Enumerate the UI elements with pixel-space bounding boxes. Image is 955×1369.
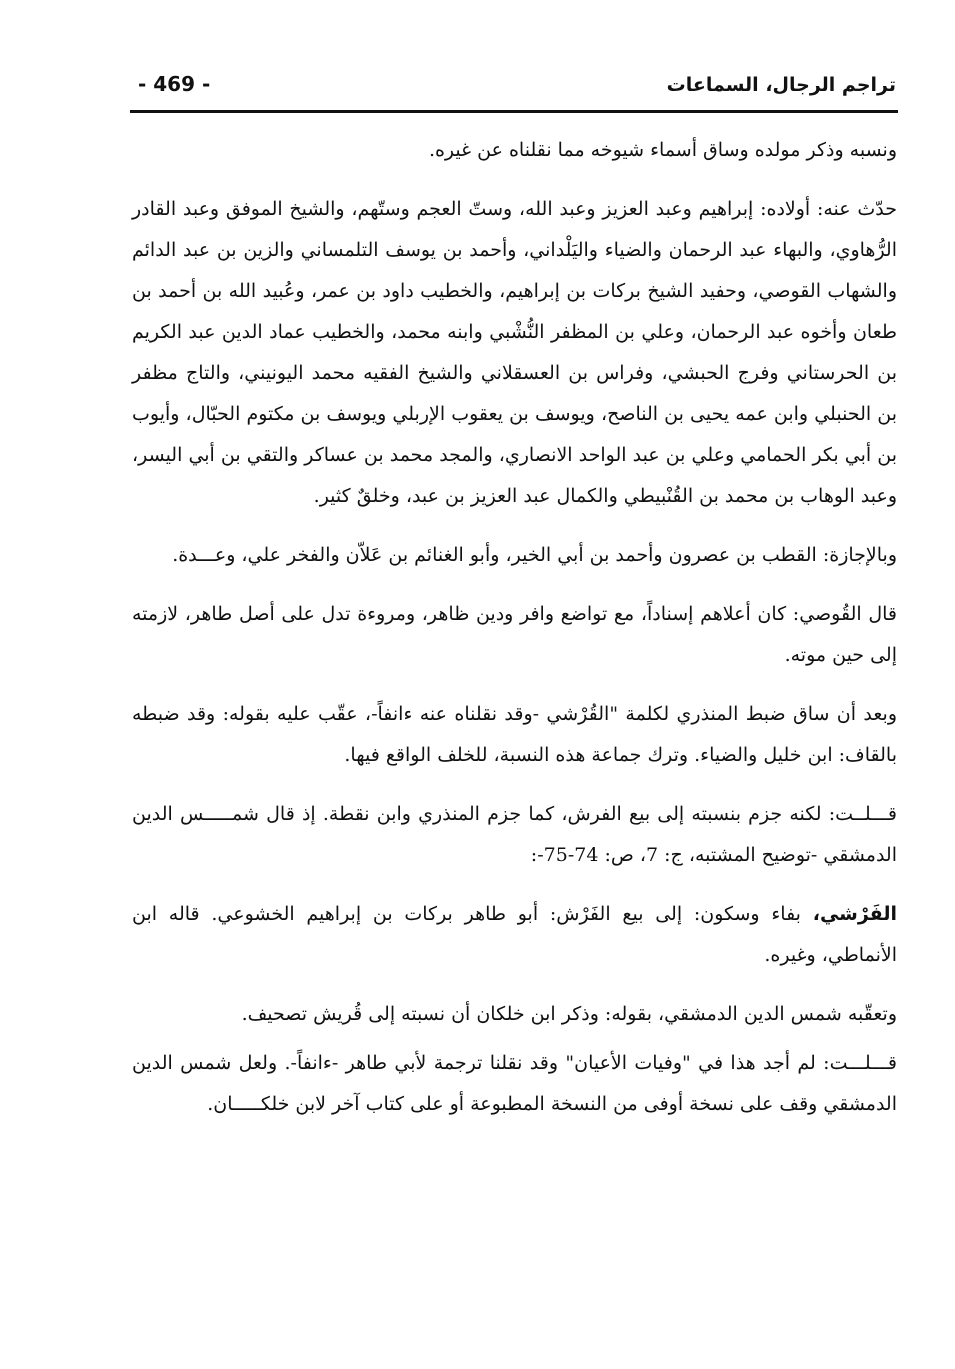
page-header (128, 70, 896, 110)
paragraph-text: قال القُوصي: كان أعلاهم إسناداً، مع تواضع وافر ودين ظاهر، ومروءة تدل على أصل طاهر، لازمته إلى حين موته. (132, 603, 897, 666)
paragraph-qusi-quote (132, 594, 897, 676)
paragraph-students (132, 189, 897, 517)
paragraph-farshi (132, 894, 897, 976)
paragraph-mundhiri (132, 694, 897, 776)
page-number: - 469 - (138, 72, 211, 96)
paragraph-lineage (132, 130, 897, 171)
term-label: الفَرْشي، (812, 903, 898, 925)
paragraph-text: ونسبه وذكر مولده وساق أسماء شيوخه مما نقلناه عن غيره. (428, 139, 897, 161)
header-rule (130, 110, 898, 113)
paragraph-text: وبعد أن ساق ضبط المنذري لكلمة "القُرْشي -وقد نقلناه عنه ءانفاً-، عقّب عليه بقوله: وقد ضبطه بالقاف: ابن خليل والضياء. وترك جماعة هذه النسبة، للخلف الواقع فيها. (132, 703, 897, 766)
paragraph-text: وبالإجازة: القطب بن عصرون وأحمد بن أبي الخير، وأبو الغنائم بن عَلاّن والفخر علي، وعـــدة. (172, 544, 897, 566)
body-text (132, 130, 897, 1143)
paragraph-text: وتعقّبه شمس الدين الدمشقي، بقوله: وذكر ابن خلكان أن نسبته إلى قُريش تصحيف. (241, 1003, 897, 1025)
running-title: تراجم الرجال، السماعات (666, 74, 896, 96)
paragraph-text: قـــلـــت: لم أجد هذا في "وفيات الأعيان" وقد نقلنا ترجمة لأبي طاهر -ءانفاً-. ولعل شمس الدين الدمشقي وقف على نسخة أوفى من النسخة المطبوعة أو على كتاب آخر لابن خلكـــــان. (132, 1052, 897, 1115)
paragraph-text: حدّث عنه: أولاده: إبراهيم وعبد العزيز وعبد الله، وستّ العجم وستّهم، والشيخ الموفق وعبد القادر الرُّهاوي، والبهاء عبد الرحمان والضياء واليَلْداني، وأحمد بن يوسف التلمساني والزين بن عبد الدائم والشهاب القوصي، وحفيد الشيخ بركات بن إبراهيم، والخطيب داود بن عمر، وعُبيد الله بن أحمد بن طعان وأخوه عبد الرحمان، وعلي بن المظفر النُّشْبي وابنه محمد، والخطيب عماد الدين عبد الكريم بن الحرستاني وفرج الحبشي، وفراس بن العسقلاني والشيخ الفقيه محمد اليونيني، والتاج مظفر بن الحنبلي وابن عمه يحيى بن الناصح، ويوسف بن يعقوب الإربلي ويوسف بن مكتوم الحبّال، وأيوب بن أبي بكر الحمامي وعلي بن عبد الواحد الانصاري، والمجد محمد بن عساكر والتقي بن أبي اليسر، وعبد الوهاب بن محمد بن القُنْبيطي والكمال عبد العزيز بن عبد، وخلقٌ كثير. (132, 198, 898, 507)
paragraph-text: قـــلــت: لكنه جزم بنسبته إلى بيع الفرش، كما جزم المنذري وابن نقطة. إذ قال شمـــــس الدين الدمشقي -توضيح المشتبه، ج: 7، ص: 74-75-: (132, 803, 897, 866)
paragraph-qultu-1 (132, 794, 897, 876)
paragraph-text: بفاء وسكون: إلى بيع الفَرْش: أبو طاهر بركات بن إبراهيم الخشوعي. قاله ابن الأنماطي، وغيره. (132, 903, 897, 966)
paragraph-tasahhuf (132, 994, 897, 1035)
paragraph-ijaza (132, 535, 897, 576)
paragraph-qultu-2 (132, 1043, 897, 1125)
